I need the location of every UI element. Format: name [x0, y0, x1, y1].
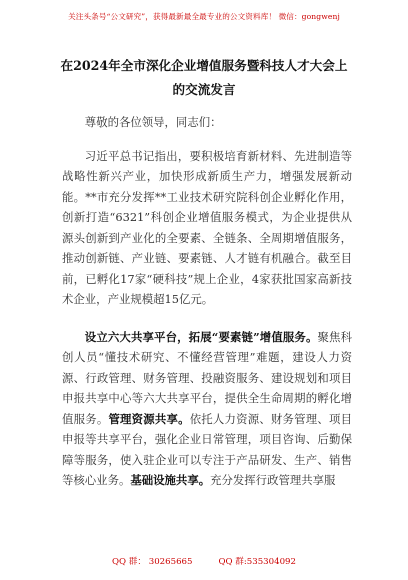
section-heading: 设立六大共享平台，拓展“要素链”增值服务。 [84, 329, 318, 344]
salutation: 尊敬的各位领导，同志们： [84, 115, 222, 129]
subheading-infrastructure: 基础设施共享。 [130, 473, 211, 487]
promo-banner: 关注头条号“公文研究”，获得最新最全最专业的公文资料库！ 微信：gongwenj [68, 12, 340, 21]
infrastructure-text: 充分发挥行政管理共享服 [210, 473, 336, 487]
paragraph-platforms [62, 327, 352, 491]
section-text: 聚焦科创人员“懂技术研究、不懂经营管理”难题，建设人力资源、行政管理、财务管理、投融资服务、建设规划和项目申报共享中心等六大共享平台，提供全生命周期的孵化增值服务。 [62, 329, 352, 426]
document-title: 在2024年全市深化企业增值服务暨科技人才大会上的交流发言 [60, 58, 348, 97]
footer-contact [0, 557, 408, 568]
paragraph-intro: 习近平总书记指出，要积极培育新材料、先进制造等战略性新兴产业，加快形成新质生产力，增强发展新动能。**市充分发挥**工业技术研究院科创企业孵化作用，创新打造“6321”科创企业增值服务模式，为企业提供从源头创新到产业化的全要素、全链条、全周期增值服务，推动创新链、产业链、要素链、人才链有机融合。截至目前，已孵化17家“硬科技”规上企业，4家获批国家高新技术企业，产业规模超15亿元。 [62, 148, 352, 306]
subheading-management: 管理资源共享。 [108, 411, 190, 426]
qq-group-1: QQ 群： 30265665 [111, 557, 193, 567]
qq-group-2: QQ 群:535304092 [218, 557, 296, 567]
management-text: 依托人力资源、财务管理、项目申报等共享平台，强化企业日常管理，项目咨询、后勤保障等服务，使入驻企业可以专注于产品研发、生产、销售等核心业务。 [62, 411, 352, 487]
document-body [62, 112, 352, 491]
